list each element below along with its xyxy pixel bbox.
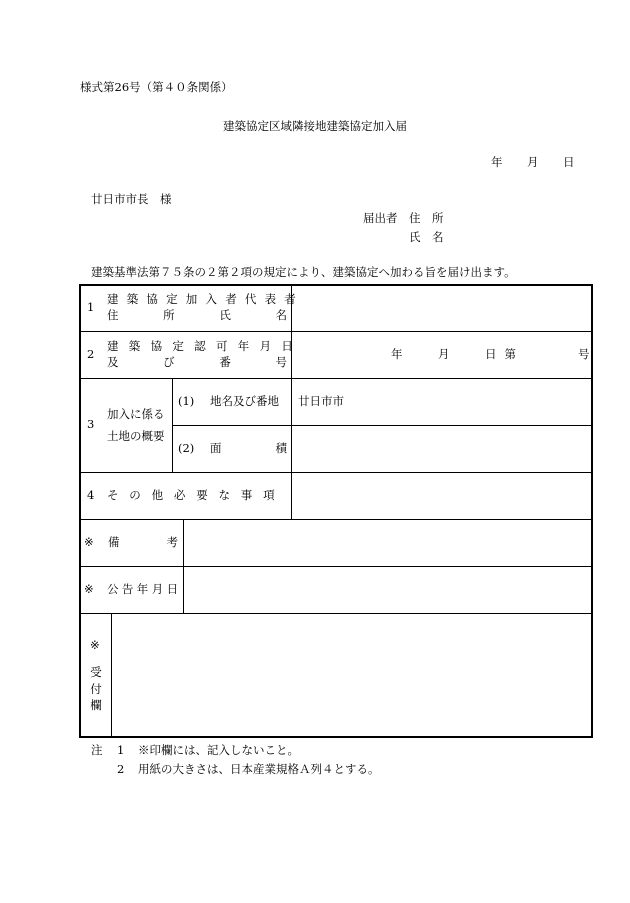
- notice-date-input[interactable]: [185, 567, 590, 612]
- note1-text: ※印欄には、記入しないこと。: [138, 743, 299, 757]
- intro-statement: 建築基準法第７５条の２第２項の規定により、建築協定へ加わる旨を届け出ます。: [91, 265, 516, 279]
- approval-year-label: 年: [391, 347, 403, 361]
- date-month-label: 月: [527, 155, 539, 169]
- row2-label-line2: 及 び 番 号: [107, 354, 287, 369]
- applicant-name-label: 氏 名: [409, 230, 444, 244]
- reception-mark: ※: [90, 638, 100, 652]
- notes-prefix: 注: [91, 743, 103, 757]
- column-divider: [291, 285, 292, 519]
- row1-number: 1: [87, 300, 95, 314]
- row3-sub1-label: 地名及び番地: [210, 394, 279, 408]
- representative-input[interactable]: [293, 286, 590, 330]
- row2-number: 2: [87, 347, 95, 361]
- remarks-label: 備 考: [108, 535, 178, 549]
- lot-address-value[interactable]: 廿日市市: [298, 394, 344, 408]
- row1-label: [107, 292, 304, 322]
- note2-number: 2: [117, 762, 125, 776]
- row3-sub1-number: (1): [178, 394, 195, 408]
- column-divider: [111, 613, 112, 737]
- approval-number-label: 号: [578, 347, 590, 361]
- reception-label: 受 付 欄: [90, 665, 102, 713]
- row3-label-line2: 土地の概要: [107, 429, 165, 443]
- applicant-address-label: 住 所: [409, 211, 444, 225]
- date-day-label: 日: [563, 155, 575, 169]
- row3-sub2-number: (2): [178, 441, 195, 455]
- row4-label: その他必要な事項: [107, 488, 286, 502]
- row1-label-line1: 建築協定加入者代表者: [107, 292, 304, 306]
- row4-number: 4: [87, 488, 95, 502]
- notice-date-mark: ※: [84, 582, 94, 596]
- notice-date-label: 公告年月日: [107, 582, 182, 596]
- other-matters-input[interactable]: [293, 473, 590, 518]
- form-number: 様式第26号（第４０条関係）: [80, 80, 233, 94]
- row-divider: [80, 378, 592, 379]
- approval-month-label: 月: [438, 347, 450, 361]
- addressee: 廿日市市長 様: [91, 192, 172, 206]
- row3-label-line1: 加入に係る: [107, 407, 165, 421]
- applicant-role: 届出者: [363, 211, 398, 225]
- note2-text: 用紙の大きさは、日本産業規格Ａ列４とする。: [138, 762, 380, 776]
- area-input[interactable]: [293, 426, 590, 471]
- reception-area[interactable]: [113, 614, 590, 735]
- column-divider: [183, 519, 184, 613]
- remarks-mark: ※: [84, 535, 94, 549]
- date-year-label: 年: [491, 155, 503, 169]
- column-divider: [172, 378, 173, 472]
- document-title: 建築協定区域隣接地建築協定加入届: [223, 119, 407, 133]
- approval-day-label: 日第: [485, 347, 524, 361]
- row3-sub2-label: 面 積: [210, 441, 287, 455]
- note1-number: 1: [117, 743, 125, 757]
- row2-label-line1: 建築協定認可年月日: [107, 339, 304, 353]
- row1-label-line2: 住 所 氏 名: [107, 307, 287, 322]
- remarks-input[interactable]: [185, 520, 590, 565]
- row3-number: 3: [87, 417, 95, 431]
- row2-label: [107, 339, 304, 369]
